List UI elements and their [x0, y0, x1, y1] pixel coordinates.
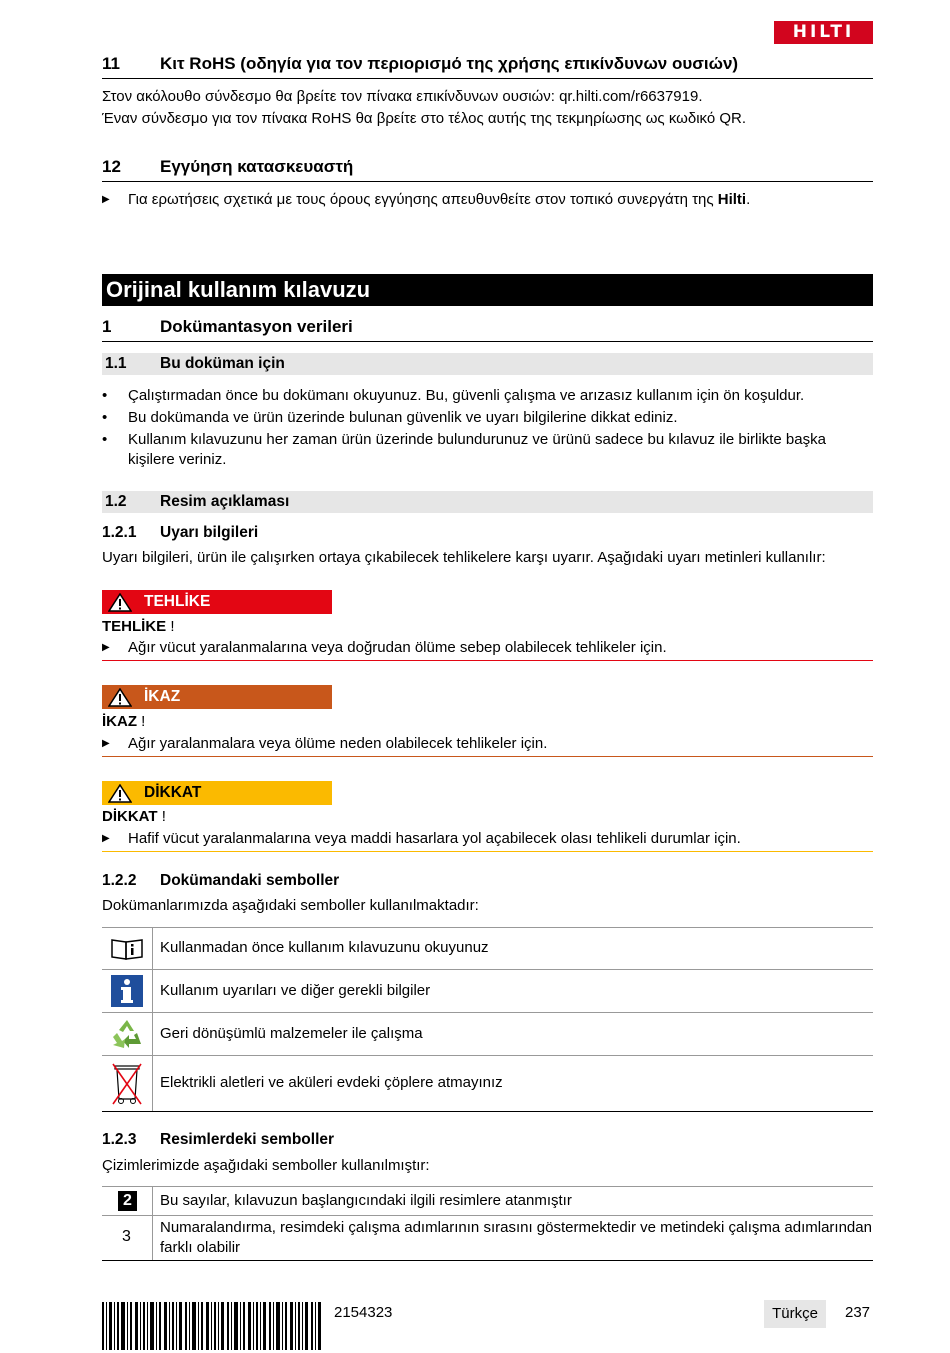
dot-bullet-icon: •	[102, 409, 108, 426]
danger-divider	[102, 660, 873, 661]
page-number: 237	[845, 1304, 871, 1321]
info-icon	[111, 975, 143, 1007]
manual-book-icon	[110, 937, 144, 961]
figure-number-symbol: 2	[118, 1191, 137, 1211]
arrow-bullet-icon: ▶	[102, 642, 110, 653]
arrow-bullet-icon: ▶	[102, 833, 110, 844]
table-row: Elektrikli aletleri ve aküleri evdeki çöplere atmayınız	[102, 1055, 873, 1112]
dot-bullet-icon: •	[102, 431, 108, 448]
warning-label-bar: İKAZ	[102, 685, 332, 709]
caution-word: DİKKAT !	[102, 808, 166, 825]
warning-divider	[102, 756, 873, 757]
warning-triangle-icon	[108, 784, 132, 803]
crossed-bin-icon	[110, 1061, 144, 1107]
danger-word: TEHLİKE !	[102, 618, 175, 635]
section-12-heading: 12 Εγγύηση κατασκευαστή	[102, 155, 873, 182]
warning-intro: Uyarı bilgileri, ürün ile çalışırken ortaya çıkabilecek tehlikelere karşı uyarır. Aşağıdaki uyarı metinleri kullanılır:	[102, 549, 826, 566]
tr-section-1-heading: 1 Dokümantasyon verileri	[102, 315, 873, 342]
danger-label-bar: TEHLİKE	[102, 590, 332, 614]
section-11-line1: Στον ακόλουθο σύνδεσμο θα βρείτε τον πίνακα επικίνδυνων ουσιών: qr.hilti.com/r6637919.	[102, 88, 703, 105]
manual-title-bar: Orijinal kullanım kılavuzu	[102, 274, 873, 306]
table-row: Kullanım uyarıları ve diğer gerekli bilgiler	[102, 969, 873, 1013]
dot-bullet-icon: •	[102, 387, 108, 404]
arrow-bullet-icon: ▶	[102, 194, 110, 205]
table-row: Geri dönüşümlü malzemeler ile çalışma	[102, 1012, 873, 1056]
doc-symbols-table	[102, 927, 873, 1111]
table-row: 2 Bu sayılar, kılavuzun başlangıcındaki ilgili resimlere atanmıştır	[102, 1186, 873, 1216]
section-11-heading: 11 Κιτ RoHS (οδηγία για τον περιορισμό της χρήσης επικίνδυνων ουσιών)	[102, 52, 873, 79]
step-number-symbol: 3	[122, 1228, 131, 1245]
section-11-line2: Έναν σύνδεσμο για τον πίνακα RoHS θα βρείτε στο τέλος αυτής της τεκμηρίωσης ως κωδικό QR.	[102, 110, 747, 127]
tr-section-1-1-heading: 1.1 Bu doküman için	[102, 353, 873, 375]
caution-divider	[102, 851, 873, 852]
list-item: • Kullanım kılavuzunu her zaman ürün üzerinde bulundurunuz ve ürünü sadece bu kılavuz ile birlikte başka kişilere veriniz.	[102, 431, 826, 468]
caution-label-bar: DİKKAT	[102, 781, 332, 805]
drawing-symbols-table	[102, 1186, 873, 1260]
warning-word: İKAZ !	[102, 713, 146, 730]
hilti-logo: HILTI	[774, 21, 873, 44]
drawing-symbols-intro: Çizimlerimizde aşağıdaki semboller kullanılmıştır:	[102, 1157, 430, 1174]
warning-triangle-icon	[108, 593, 132, 612]
table-row: Kullanmadan önce kullanım kılavuzunu okuyunuz	[102, 927, 873, 970]
arrow-bullet-icon: ▶	[102, 738, 110, 749]
language-label: Türkçe	[764, 1300, 826, 1328]
table-row: 3 Numaralandırma, resimdeki çalışma adımlarının sırasını göstermektedir ve metindeki çalışma adımlarından farklı olabilir	[102, 1215, 873, 1261]
tr-section-1-2-heading: 1.2 Resim açıklaması	[102, 491, 873, 513]
barcode-icon	[102, 1302, 322, 1350]
warning-triangle-icon	[108, 688, 132, 707]
recycle-icon	[110, 1017, 144, 1051]
document-code: 2154323	[334, 1304, 393, 1321]
doc-symbols-intro: Dokümanlarımızda aşağıdaki semboller kullanılmaktadır:	[102, 897, 479, 914]
